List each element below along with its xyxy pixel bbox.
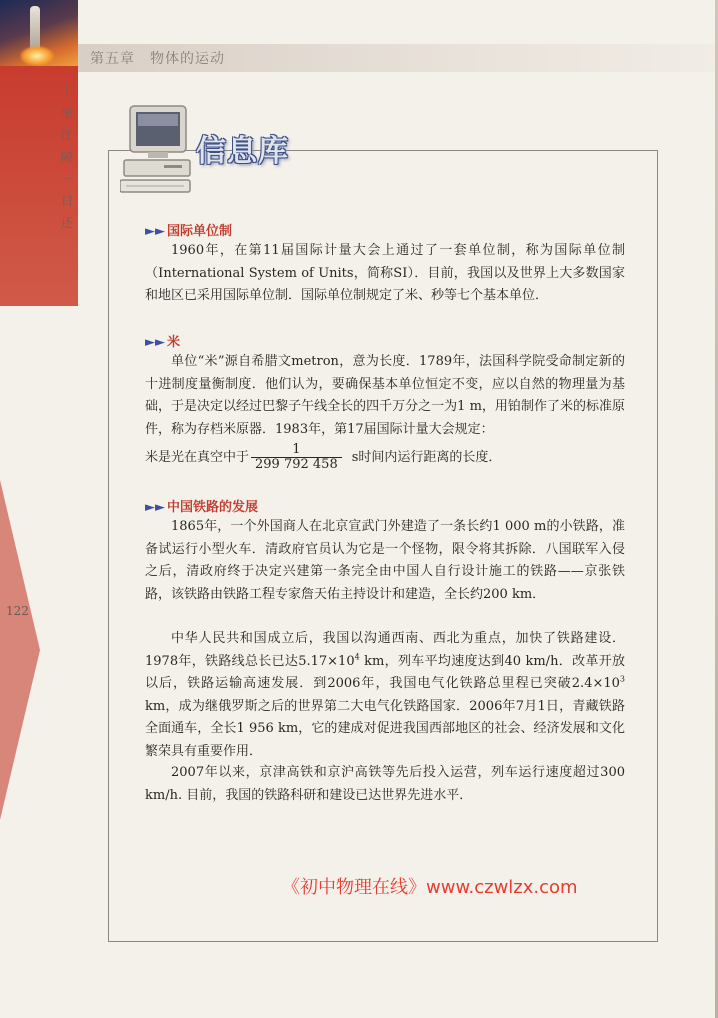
- page-number: 122: [6, 604, 29, 618]
- railway-2-part-c: km，成为继俄罗斯之后的世界第二大电气化铁路国家．2006年7月1日，青藏铁路全面通车，全长1 956 km，它的建成对促进我国西部地区的社会、经济发展和文化繁荣具有重要作用．: [145, 698, 625, 759]
- paragraph-railway-1: 1865年，一个外国商人在北京宣武门外建造了一条长约1 000 m的小铁路，准备试运行小型火车．清政府官员认为它是一个怪物，限令将其拆除．八国联军入侵之后，清政府终于决定兴建第一条完全由中国人自行设计施工的铁路——京张铁路，该铁路由铁路工程专家詹天佑主持设计和建造，全长约200 km．: [145, 519, 625, 602]
- paragraph-railway-2: [145, 628, 625, 763]
- paragraph-railway-3: 2007年以来，京津高铁和京沪高铁等先后投入运营，列车运行速度超过300 km/h. 目前，我国的铁路科研和建设已达世界先进水平．: [145, 765, 625, 803]
- paragraph-meter: [145, 351, 625, 441]
- chapter-title: 第五章 物体的运动: [90, 51, 225, 67]
- section-heading-text: 中国铁路的发展: [167, 500, 259, 515]
- info-box-title: 信息库: [196, 134, 289, 169]
- double-triangle-arrow-icon: ►►: [145, 224, 165, 239]
- definition-before: 米是光在真空中于: [145, 450, 250, 465]
- meter-definition: [145, 443, 625, 472]
- exponent-2: 3: [619, 674, 625, 684]
- section-heading-text: 米: [167, 335, 181, 350]
- fraction-numerator: 1: [251, 443, 342, 458]
- double-triangle-arrow-icon: ►►: [145, 500, 165, 515]
- watermark: 《初中物理在线》www.czwlzx.com: [282, 877, 578, 898]
- section-heading-railway: [145, 496, 258, 515]
- railway-2-part-a: 中华人民共和国成立后，我国以沟通西南、西北为重点，加快了铁路建设．1978年，铁路线总长已达5.17×10: [145, 631, 625, 669]
- section-heading-si: [145, 220, 232, 239]
- meter-history-text: 单位“米”源自希腊文metron，意为长度．1789年，法国科学院受命制定新的十进制度量衡制度．他们认为，要确保基本单位恒定不变，应以自然的物理量为基础，于是决定以经过巴黎子午线全长的四千万分之一为1 m，用铂制作了米的标准原件，称为存档米原器．1983年，第17届国际计量大会规定：: [145, 354, 625, 437]
- definition-after: s时间内运行距离的长度．: [351, 450, 502, 465]
- section-heading-text: 国际单位制: [167, 224, 233, 239]
- railway-2-part-b: km，列车平均速度达到40 km/h．改革开放以后，铁路运输高速发展．到2006年，我国电气化铁路总里程已突破2.4×10: [145, 653, 626, 691]
- section-heading-meter: [145, 331, 180, 350]
- exponent-1: 4: [354, 652, 360, 662]
- double-triangle-arrow-icon: ►►: [145, 335, 165, 350]
- rocket-launch-photo: [0, 0, 78, 66]
- computer-icon: [120, 104, 194, 196]
- decorative-side-triangle: [0, 480, 40, 820]
- fraction-denominator: 299 792 458: [255, 457, 338, 472]
- launch-flame: [20, 46, 54, 66]
- fraction: [251, 443, 342, 472]
- side-title: 千里江陵一日还: [60, 84, 73, 230]
- paragraph-si: 1960年，在第11届国际计量大会上通过了一套单位制，称为国际单位制（International System of Units，简称SI）．目前，我国以及世界上大多数国家和地区已采用国际单位制．国际单位制规定了米、秒等七个基本单位．: [145, 243, 625, 303]
